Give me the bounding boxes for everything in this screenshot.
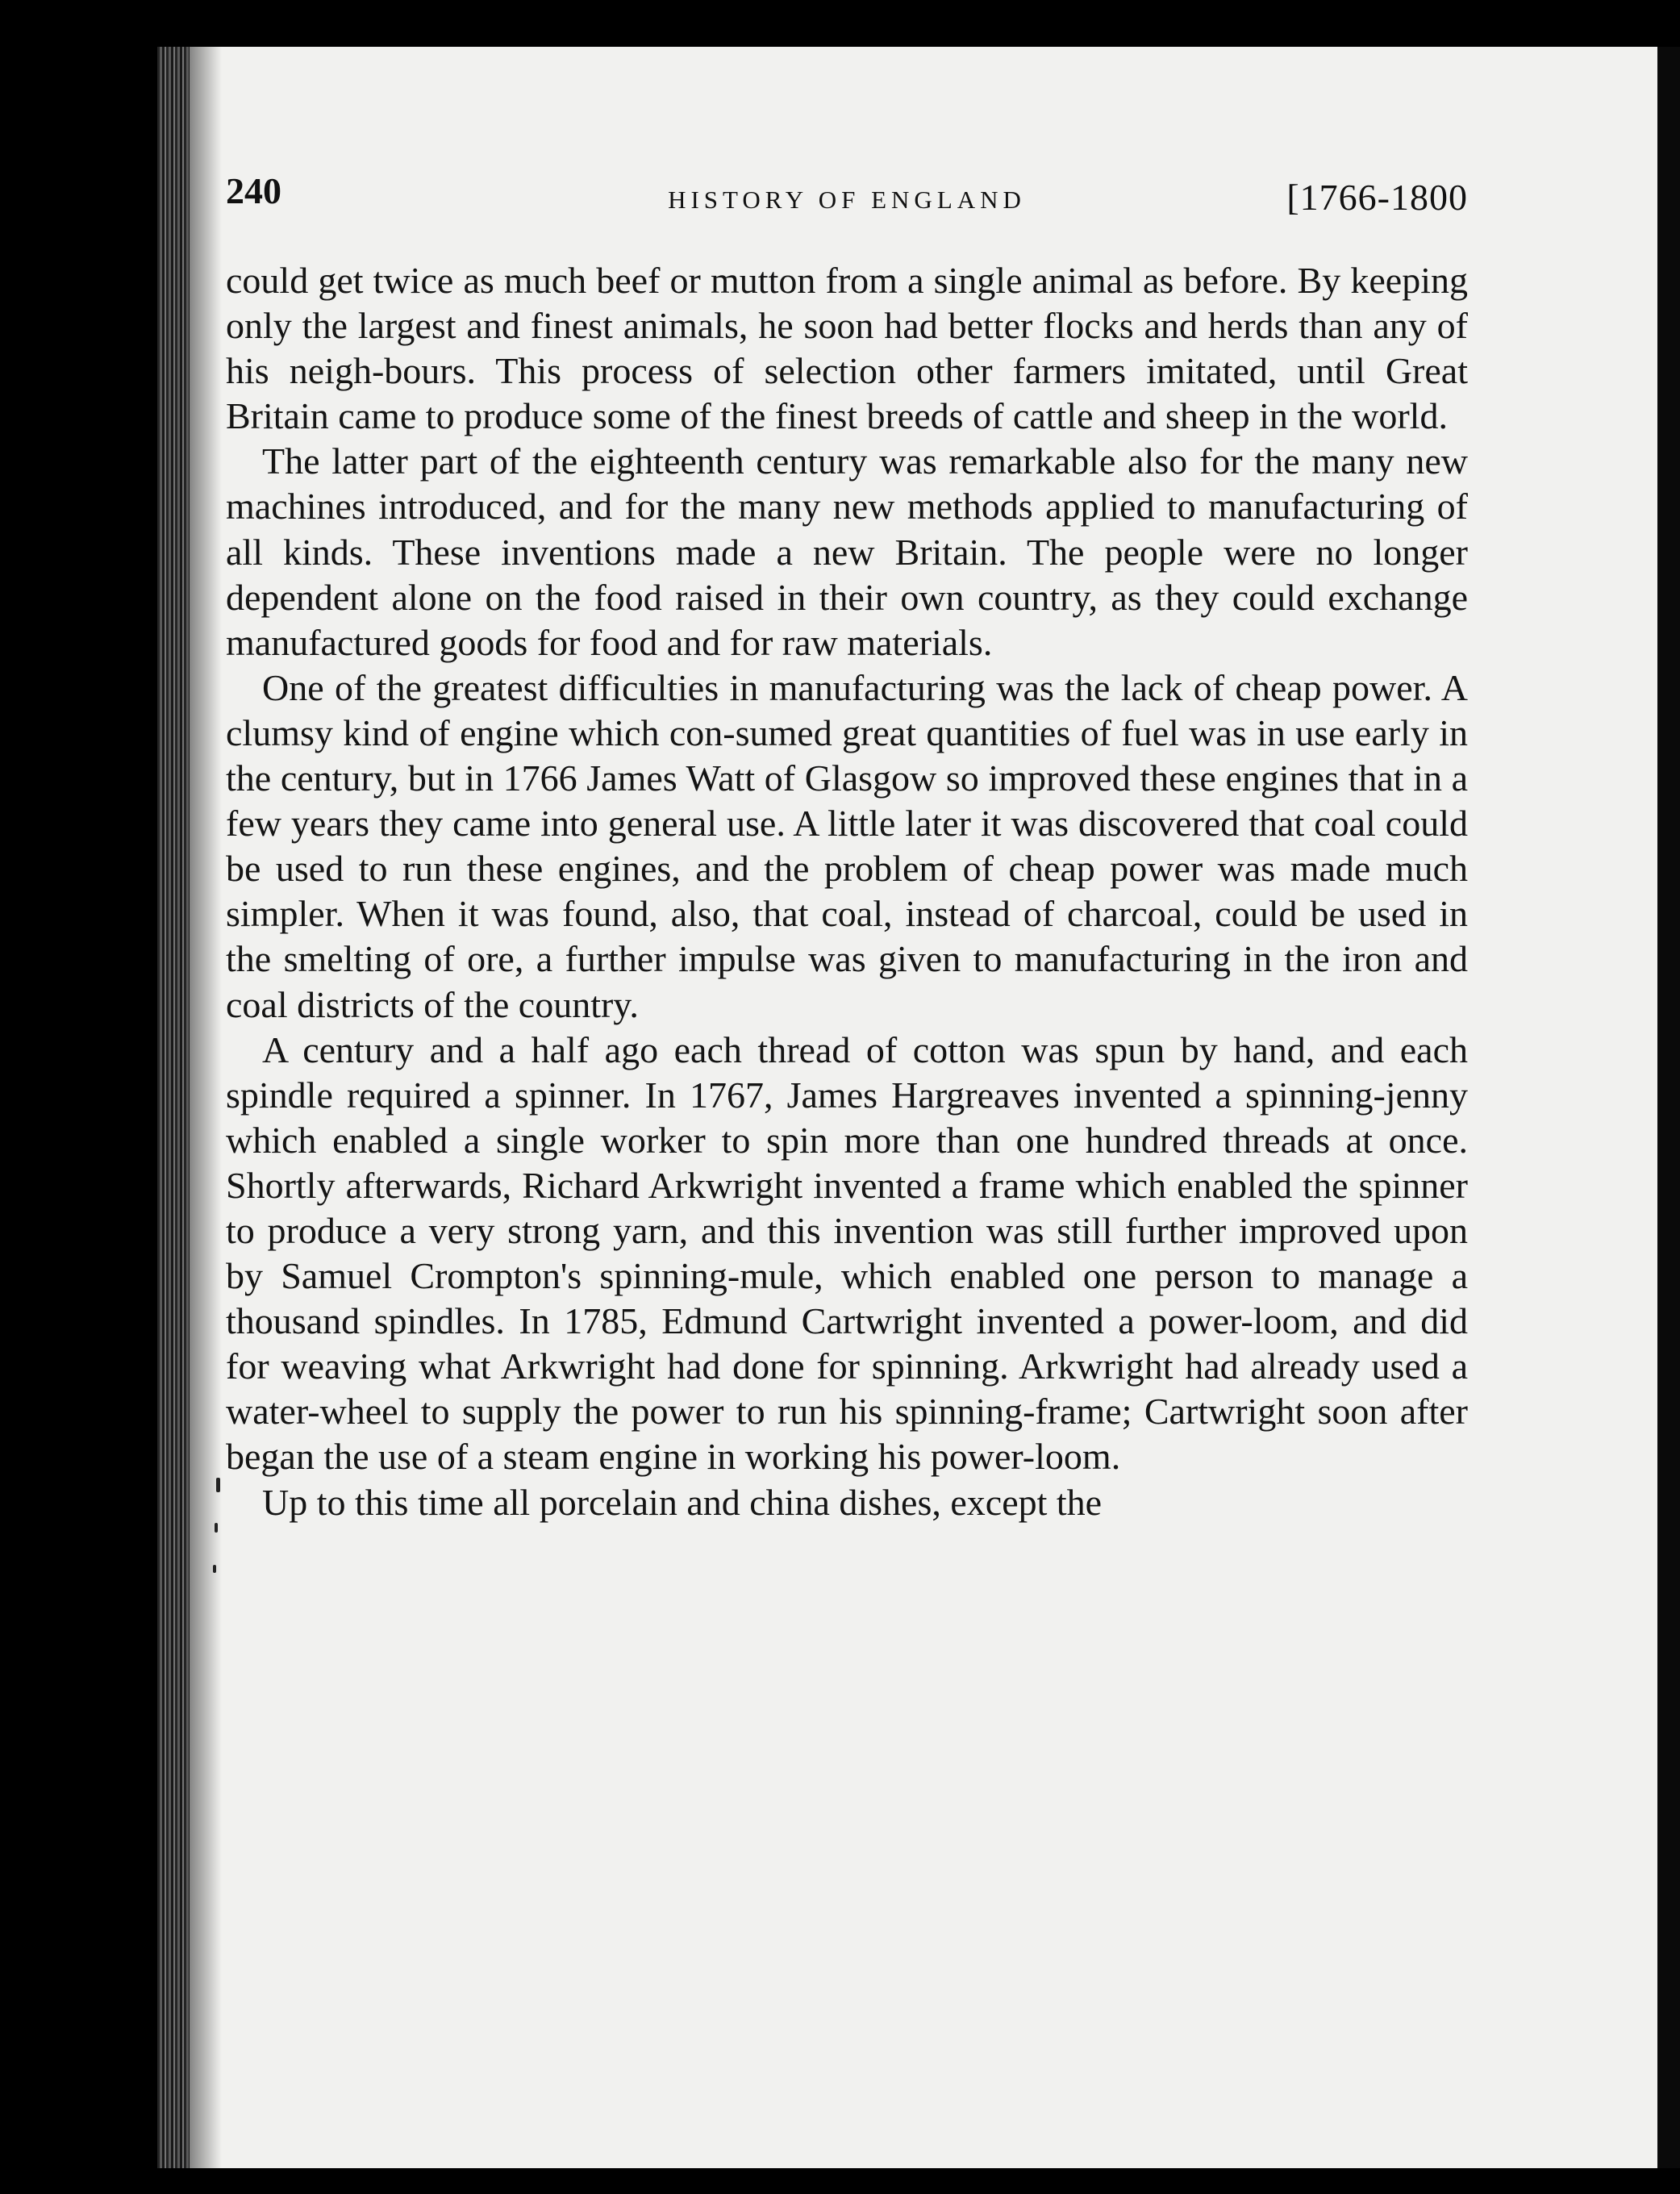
paragraph: A century and a half ago each thread of cotton was spun by hand, and each spindle required a spinner. In 1767, James Hargreaves invented a spinning-jenny which enabled a single worker to spin more than one hundred threads at once. Shortly afterwards, Richard Arkwright invented a frame which enabled the spinner to produce a very strong yarn, and this invention was still further improved upon by Samuel Crompton's spinning-mule, which enabled one person to manage a thousand spindles. In 1785, Edmund Cartwright invented a power-loom, and did for weaving what Arkwright had done for spinning. Arkwright had already used a water-wheel to supply the power to run his spinning-frame; Cartwright soon after began the use of a steam engine in working his power-loom. bbox=[226, 1028, 1468, 1478]
paragraph: One of the greatest difficulties in manufacturing was the lack of cheap power. A clumsy kind of engine which con-sumed great quantities of fuel was in use early in the century, but in 1766 James Watt of Glasgow so improved these engines that in a few years they came into general use. A little later it was discovered that coal could be used to run these engines, and the problem of cheap power was made much simpler. When it was found, also, that coal, instead of charcoal, could be used in the smelting of ore, a further impulse was given to manufacturing in the iron and coal districts of the country. bbox=[226, 666, 1468, 1025]
body-text bbox=[226, 258, 1468, 1525]
gutter-shadow bbox=[190, 47, 222, 2168]
margin-mark bbox=[213, 1565, 216, 1573]
margin-mark bbox=[216, 1478, 220, 1492]
page-number: 240 bbox=[226, 170, 281, 211]
margin-mark bbox=[215, 1523, 218, 1533]
paragraph: Up to this time all porcelain and china dishes, except the bbox=[262, 1481, 1103, 1523]
running-title: HISTORY OF ENGLAND bbox=[668, 186, 1026, 214]
paragraph: The latter part of the eighteenth century was remarkable also for the many new machines introduced, and for the many new methods applied to manufacturing of all kinds. These inventions made a new Britain. The people were no longer dependent alone on the food raised in their own country, as they could exchange manufactured goods for food and for raw materials. bbox=[226, 440, 1468, 663]
paragraph: could get twice as much beef or mutton from a single animal as before. By keeping only the largest and finest animals, he soon had better flocks and herds than any of his neigh-bours. This process of selection other farmers imitated, until Great Britain came to produce some of the finest breeds of cattle and sheep in the world. bbox=[226, 260, 1468, 437]
page-right-edge bbox=[1657, 47, 1680, 2168]
date-range: [1766-1800 bbox=[1286, 177, 1468, 218]
running-header bbox=[226, 137, 1468, 218]
